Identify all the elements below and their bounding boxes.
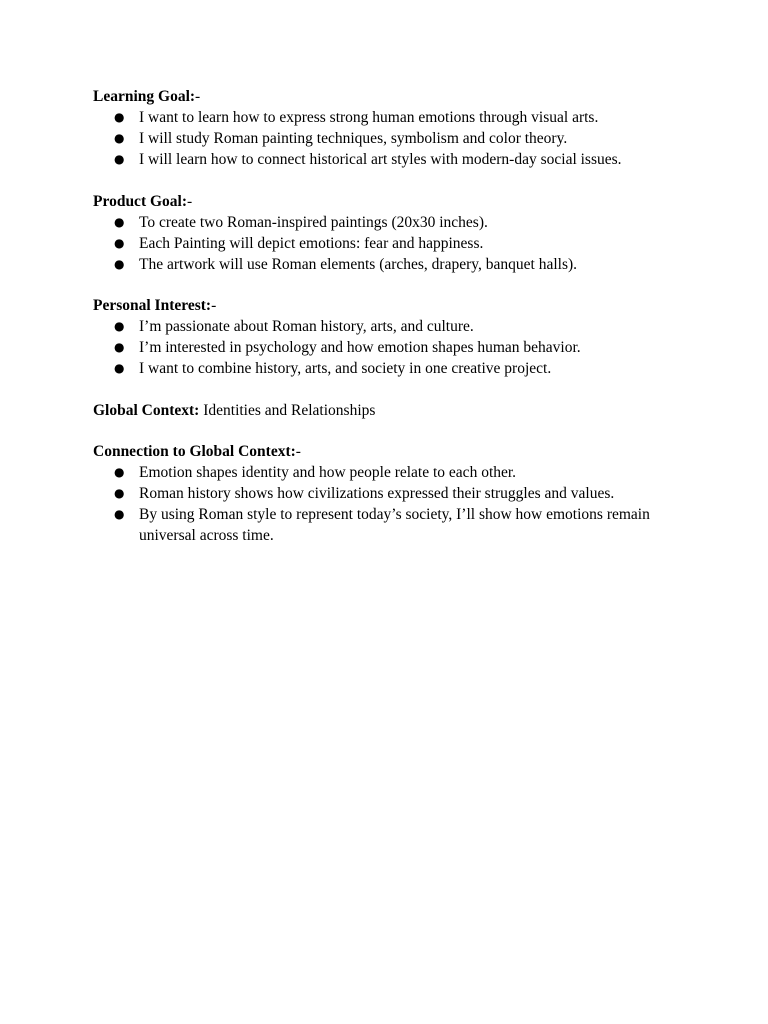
section-heading: Global Context:	[93, 401, 200, 419]
list-item	[93, 128, 708, 149]
section-connection-global-context	[93, 441, 708, 546]
bullet-icon: ●	[114, 110, 125, 124]
list-item-text: I will learn how to connect historical art styles with modern-day social issues.	[139, 151, 622, 168]
section-heading-line	[93, 295, 708, 316]
section-heading: Connection to Global Context:	[93, 443, 296, 460]
bullet-list	[93, 316, 708, 379]
bullet-list	[93, 462, 708, 546]
bullet-icon: ●	[114, 152, 125, 166]
list-item-text: I’m interested in psychology and how emotion shapes human behavior.	[139, 339, 581, 356]
section-heading-line	[93, 86, 708, 107]
section-heading-line	[93, 441, 708, 462]
list-item	[93, 254, 708, 275]
section-heading-suffix: -	[195, 88, 201, 105]
section-heading-suffix: Identities and Relationships	[199, 401, 376, 419]
bullet-list	[93, 212, 708, 275]
bullet-list	[93, 107, 708, 170]
list-item-text: The artwork will use Roman elements (arches, drapery, banquet halls).	[139, 255, 578, 273]
list-item	[93, 462, 708, 483]
list-item	[93, 337, 708, 358]
section-heading-suffix: -	[187, 192, 193, 210]
section-heading-suffix: -	[295, 443, 301, 460]
section-heading: Learning Goal:	[93, 88, 196, 105]
list-item	[93, 233, 708, 254]
list-item-text: I want to learn how to express strong human emotions through visual arts.	[139, 109, 599, 126]
list-item	[93, 149, 708, 170]
bullet-icon: ●	[114, 235, 125, 250]
section-heading-line	[93, 191, 708, 212]
list-item-text: Emotion shapes identity and how people relate to each other.	[139, 464, 517, 481]
list-item	[93, 358, 708, 379]
section-product-goal	[93, 191, 708, 275]
list-item	[93, 316, 708, 337]
section-heading: Personal Interest:	[93, 297, 212, 314]
section-personal-interest	[93, 295, 708, 379]
list-item-text: By using Roman style to represent today’s society, I’ll show how emotions remain universal across time.	[139, 506, 650, 544]
list-item	[93, 212, 708, 233]
bullet-icon: ●	[114, 361, 125, 375]
section-heading-suffix: -	[211, 297, 217, 314]
list-item	[93, 504, 708, 546]
bullet-icon: ●	[114, 214, 125, 229]
list-item-text: To create two Roman-inspired paintings (20x30 inches).	[139, 213, 488, 231]
list-item	[93, 483, 708, 504]
bullet-icon: ●	[114, 465, 125, 479]
section-global-context	[93, 400, 708, 421]
bullet-icon: ●	[114, 507, 125, 521]
list-item	[93, 107, 708, 128]
section-heading: Product Goal:	[93, 192, 187, 210]
list-item-text: Each Painting will depict emotions: fear and happiness.	[139, 234, 484, 252]
list-item-text: Roman history shows how civilizations expressed their struggles and values.	[139, 485, 615, 502]
section-heading-line	[93, 400, 708, 421]
bullet-icon: ●	[114, 319, 125, 333]
list-item-text: I want to combine history, arts, and society in one creative project.	[139, 360, 552, 377]
bullet-icon: ●	[114, 256, 125, 271]
bullet-icon: ●	[114, 486, 125, 500]
section-learning-goal	[93, 86, 708, 170]
list-item-text: I’m passionate about Roman history, arts, and culture.	[139, 318, 474, 335]
bullet-icon: ●	[114, 131, 125, 145]
bullet-icon: ●	[114, 340, 125, 354]
list-item-text: I will study Roman painting techniques, symbolism and color theory.	[139, 130, 568, 147]
